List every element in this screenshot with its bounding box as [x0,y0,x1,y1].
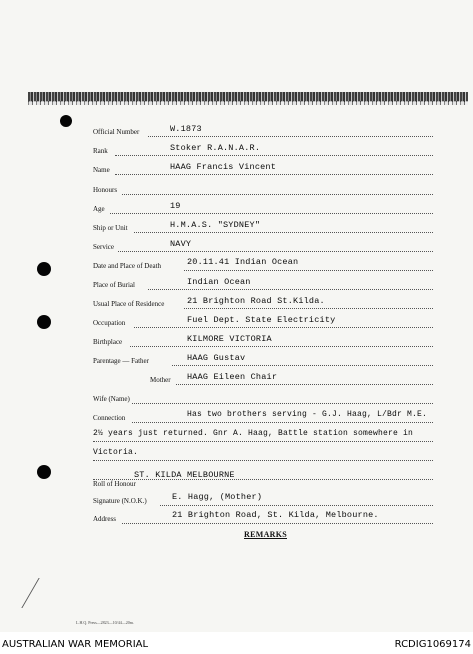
rank-value: Stoker R.A.N.A.R. [170,143,261,153]
punch-hole [37,465,51,479]
fill-line [132,422,433,423]
punch-hole [60,115,72,127]
remarks-heading: REMARKS [244,530,287,539]
ship-value: H.M.A.S. "SYDNEY" [170,220,261,230]
death-value: 20.11.41 Indian Ocean [187,257,299,267]
punch-hole [37,315,51,329]
fill-line [122,523,433,524]
burial-label: Place of Burial [93,281,135,289]
roll-of-honour-value: ST. KILDA MELBOURNE [134,470,235,480]
archive-name: AUSTRALIAN WAR MEMORIAL [2,639,149,650]
connection-line-2: 2½ years just returned. Gnr A. Haag, Battle station somewhere in [93,429,414,438]
father-value: HAAG Gustav [187,353,246,363]
service-value: NAVY [170,239,192,249]
fill-line [110,213,433,214]
burial-value: Indian Ocean [187,277,251,287]
rank-label: Rank [93,147,108,155]
address-value: 21 Brighton Road, St. Kilda, Melbourne. [172,510,379,520]
official-number-label: Official Number [93,128,140,136]
fill-line [93,441,433,442]
fill-line [118,251,433,252]
connection-line-3: Victoria. [93,448,139,457]
fill-line [115,155,433,156]
occupation-label: Occupation [93,319,126,327]
official-number-value: W.1873 [170,124,202,134]
punch-hole [37,262,51,276]
fill-line [93,479,433,480]
father-label: Parentage — Father [93,357,149,365]
mother-value: HAAG Eileen Chair [187,372,278,382]
residence-label: Usual Place of Residence [93,300,165,308]
fill-line [184,270,433,271]
age-value: 19 [170,201,181,211]
honours-label: Honours [93,186,118,194]
fill-line [148,136,433,137]
fill-line [93,460,433,461]
pen-mark [21,578,59,608]
fill-line [134,232,433,233]
name-value: HAAG Francis Vincent [170,162,277,172]
roll-of-honour-label: Roll of Honour [93,480,136,488]
death-label: Date and Place of Death [93,262,162,270]
fill-line [148,289,433,290]
signature-label: Signature (N.O.K.) [93,497,147,505]
service-label: Service [93,243,114,251]
connection-label: Connection [93,414,126,422]
signature-value: E. Hagg, (Mother) [172,492,263,502]
archive-record-id: RCDIG1069174 [394,639,471,650]
fill-line [184,308,433,309]
fill-line [160,505,433,506]
fill-line [115,174,433,175]
ship-label: Ship or Unit [93,224,128,232]
residence-value: 21 Brighton Road St.Kilda. [187,296,325,306]
scan-top-edge-shadow [28,101,468,105]
fill-line [134,327,433,328]
fill-line [172,365,433,366]
connection-value: Has two brothers serving - G.J. Haag, L/Bdr M.E. [187,410,428,419]
fill-line [132,403,433,404]
form-print-info: L.H.Q. Press—2823—10/44—20m. [76,620,134,625]
wife-label: Wife (Name) [93,395,130,403]
fill-line [176,384,433,385]
fill-line [122,194,433,195]
fill-line [130,346,433,347]
birthplace-label: Birthplace [93,338,123,346]
occupation-value: Fuel Dept. State Electricity [187,315,336,325]
name-label: Name [93,166,110,174]
age-label: Age [93,205,105,213]
archive-caption [0,634,473,654]
address-label: Address [93,515,116,523]
birthplace-value: KILMORE VICTORIA [187,334,272,344]
mother-label: Mother [150,376,171,384]
